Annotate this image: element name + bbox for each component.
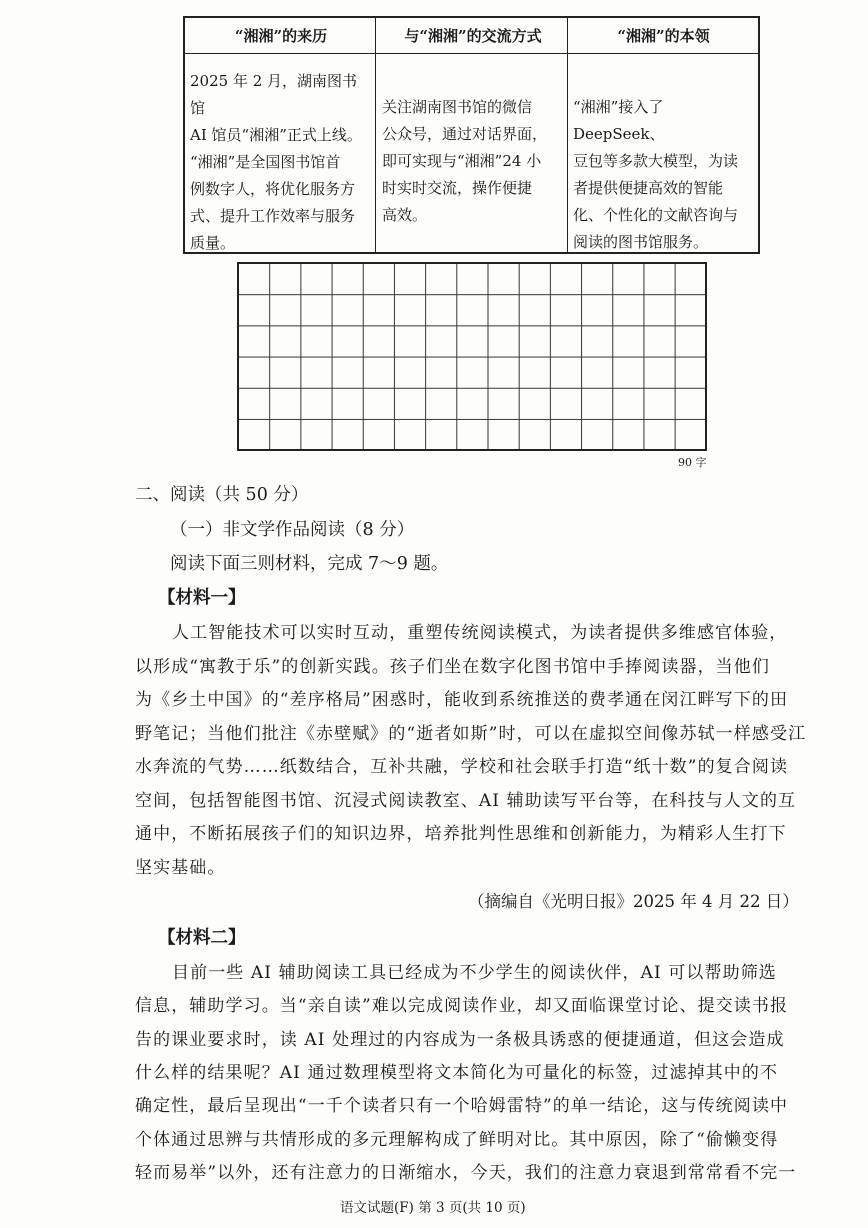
table-cell-line: 关注湖南图书馆的微信 (382, 98, 533, 116)
table-header-origin: “湘湘”的来历 (185, 18, 377, 54)
paragraph-line: 以形成“寓教于乐”的创新实践。孩子们坐在数字化图书馆中手捧阅读器，当他们 (135, 656, 770, 677)
paragraph-line: 为《乡土中国》的“差序格局”困惑时，能收到系统推送的费孝通在闵江畔写下的田 (135, 690, 789, 710)
table-cell-line: 式、提升工作效率与服务 (190, 207, 356, 225)
table-cell-line: 高效。 (382, 206, 428, 224)
table-cell-line: “湘湘”接入了 DeepSeek、 (573, 98, 665, 143)
table-header-interaction: 与“湘湘”的交流方式 (377, 18, 569, 54)
table-cell-line: 2025 年 2 月，湖南图书馆 (190, 72, 358, 117)
word-count-label: 90 字 (678, 456, 707, 469)
table-cell-line: 质量。 (190, 234, 236, 252)
table-cell-origin (190, 68, 372, 257)
paragraph-line: 什么样的结果呢？AI 通过数理模型将文本简化为可量化的标签，过滤掉其中的不 (135, 1062, 779, 1083)
section-title: 二、阅读（共 50 分） (135, 485, 309, 505)
material1-source: （摘编自《光明日报》2025 年 4 月 22 日） (468, 892, 799, 911)
table-cell-line: 时实时交流，操作便捷 (382, 179, 533, 197)
paragraph-line: 个体通过思辨与共情形成的多元理解构成了鲜明对比。其中原因，除了“偷懒变得 (135, 1129, 779, 1150)
table-cell-skills (573, 94, 759, 256)
paragraph-line: 确定性，最后呈现出“一千个读者只有一个哈姆雷特”的单一结论，这与传统阅读中 (135, 1096, 789, 1117)
info-table (183, 16, 760, 254)
paragraph-line: 轻而易举”以外，还有注意力的日渐缩水，今天，我们的注意力衰退到常常看不完一 (135, 1162, 797, 1183)
table-cell-line: 即可实现与“湘湘”24 小 (382, 152, 542, 170)
table-header-skills: “湘湘”的本领 (569, 18, 758, 54)
instruction: 阅读下面三则材料，完成 7～9 题。 (170, 554, 449, 574)
table-cell-interaction (382, 94, 564, 229)
paragraph-line: 信息，辅助学习。当“亲自读”难以完成阅读作业，却又面临课堂讨论、提交读书报 (135, 996, 789, 1017)
table-cell-line: AI 馆员“湘湘”正式上线。 (190, 126, 362, 144)
paragraph-line: 通中，不断拓展孩子们的知识边界，培养批判性思维和创新能力，为精彩人生打下 (135, 824, 787, 844)
table-cell-line: “湘湘”是全国图书馆首 (190, 153, 341, 171)
paragraph-line: 空间，包括智能图书馆、沉浸式阅读教室、AI 辅助读写平台等，在科技与人文的互 (135, 790, 797, 811)
material1-label: 【材料一】 (158, 588, 246, 608)
page-footer: 语文试题(F) 第 3 页(共 10 页) (340, 1200, 526, 1216)
writing-grid[interactable] (237, 262, 707, 451)
paragraph-line: 人工智能技术可以实时互动，重塑传统阅读模式，为读者提供多维感官体验， (172, 623, 788, 643)
table-cell-line: 者提供便捷高效的智能 (573, 179, 724, 197)
paragraph-line: 水奔流的气势……纸数结合，互补共融，学校和社会联手打造“纸十数”的复合阅读 (135, 757, 789, 777)
table-cell-line: 公众号，通过对话界面， (382, 125, 548, 143)
table-cell-line: 例数字人，将优化服务方 (190, 180, 356, 198)
table-cell-line: 化、个性化的文献咨询与 (573, 206, 739, 224)
table-cell-line: 阅读的图书馆服务。 (573, 233, 709, 251)
table-cell-line: 豆包等多款大模型，为读 (573, 152, 739, 170)
paragraph-line: 野笔记；当他们批注《赤壁赋》的“逝者如斯”时，可以在虚拟空间像苏轼一样感受江 (135, 723, 807, 744)
paragraph-line: 坚实基础。 (135, 857, 226, 878)
paragraph-line: 告的课业要求时，读 AI 处理过的内容成为一条极具诱惑的便捷通道，但这会造成 (135, 1029, 785, 1050)
paragraph-line: 目前一些 AI 辅助阅读工具已经成为不少学生的阅读伙伴，AI 可以帮助筛选 (172, 963, 777, 983)
subsection-title: （一）非文学作品阅读（8 分） (170, 520, 415, 540)
material2-label: 【材料二】 (158, 928, 246, 948)
